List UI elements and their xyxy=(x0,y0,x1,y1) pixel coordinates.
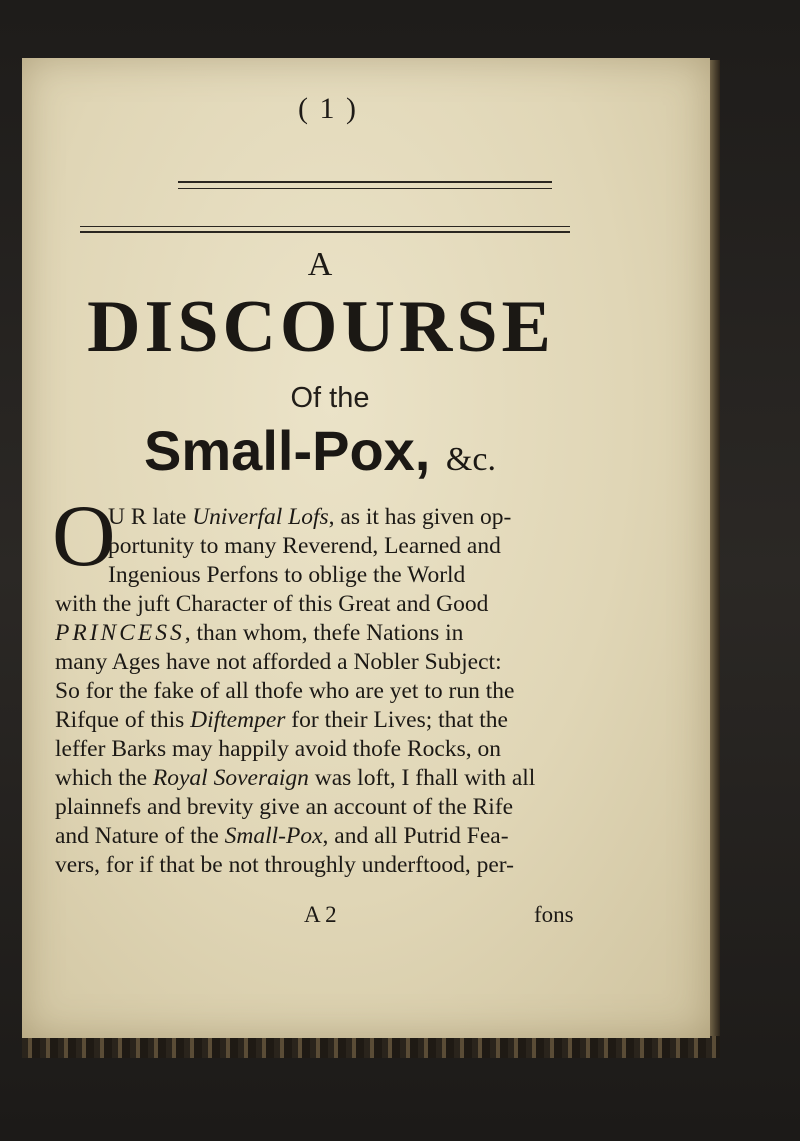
line-text: U R late xyxy=(108,504,193,530)
line-text: , and all Putrid Fea- xyxy=(322,823,509,849)
line-italic: Small-Pox xyxy=(224,823,323,849)
title-article: A xyxy=(307,246,333,283)
line-text: plainnefs and brevity give an account of the Rife xyxy=(55,794,514,820)
line-text: was loft, I fhall with all xyxy=(308,765,536,791)
line-text: So for the fake of all thofe who are yet to run the xyxy=(55,678,515,704)
line-text: with the juft Character of this Great and Good xyxy=(55,591,489,617)
body-line xyxy=(108,503,511,531)
line-italic: PRINCESS xyxy=(55,620,185,646)
line-italic: Royal Soveraign xyxy=(152,765,309,791)
rule-line xyxy=(80,231,570,233)
line-text: Rifque of this xyxy=(55,707,191,733)
rule-line xyxy=(178,188,552,189)
line-text: and Nature of the xyxy=(55,823,225,849)
signature-mark: A 2 xyxy=(304,902,337,927)
body-line xyxy=(55,822,509,850)
title-subject xyxy=(110,418,530,483)
body-line xyxy=(55,648,502,676)
drop-cap: O xyxy=(52,488,116,585)
line-text: vers, for if that be not throughly underftood, per- xyxy=(55,852,514,878)
rule-line xyxy=(178,181,552,183)
line-italic: Diftemper xyxy=(190,707,286,733)
body-line xyxy=(55,793,513,821)
body-line xyxy=(108,532,501,560)
body-line xyxy=(55,677,514,705)
line-italic: Univerfal Lofs xyxy=(192,504,329,530)
rule-line xyxy=(80,226,570,227)
line-text: which the xyxy=(55,765,153,791)
title-of: Of the xyxy=(290,382,370,414)
title-main: DISCOURSE xyxy=(87,286,555,368)
body-line xyxy=(55,619,463,647)
line-text: , than whom, thefe Nations in xyxy=(184,620,464,646)
line-text: portunity to many Reverend, Learned and xyxy=(108,533,501,559)
line-text: leffer Barks may happily avoid thofe Rocks, on xyxy=(55,736,501,762)
line-text: , as it has given op- xyxy=(328,504,512,530)
title-subject-text: Small-Pox, xyxy=(144,419,431,482)
line-text: for their Lives; that the xyxy=(285,707,508,733)
page-stack-edge xyxy=(22,1036,720,1058)
catchword: fons xyxy=(534,902,574,927)
body-line xyxy=(55,590,488,618)
body-line xyxy=(108,561,465,589)
line-text: many Ages have not afforded a Nobler Subject: xyxy=(55,649,502,675)
body-line xyxy=(55,706,508,734)
page-number: ( 1 ) xyxy=(298,92,358,125)
body-line xyxy=(55,764,535,792)
line-text: Ingenious Perfons to oblige the World xyxy=(108,562,466,588)
body-line xyxy=(55,851,514,879)
title-etc: &c. xyxy=(445,441,496,478)
body-line xyxy=(55,735,501,763)
